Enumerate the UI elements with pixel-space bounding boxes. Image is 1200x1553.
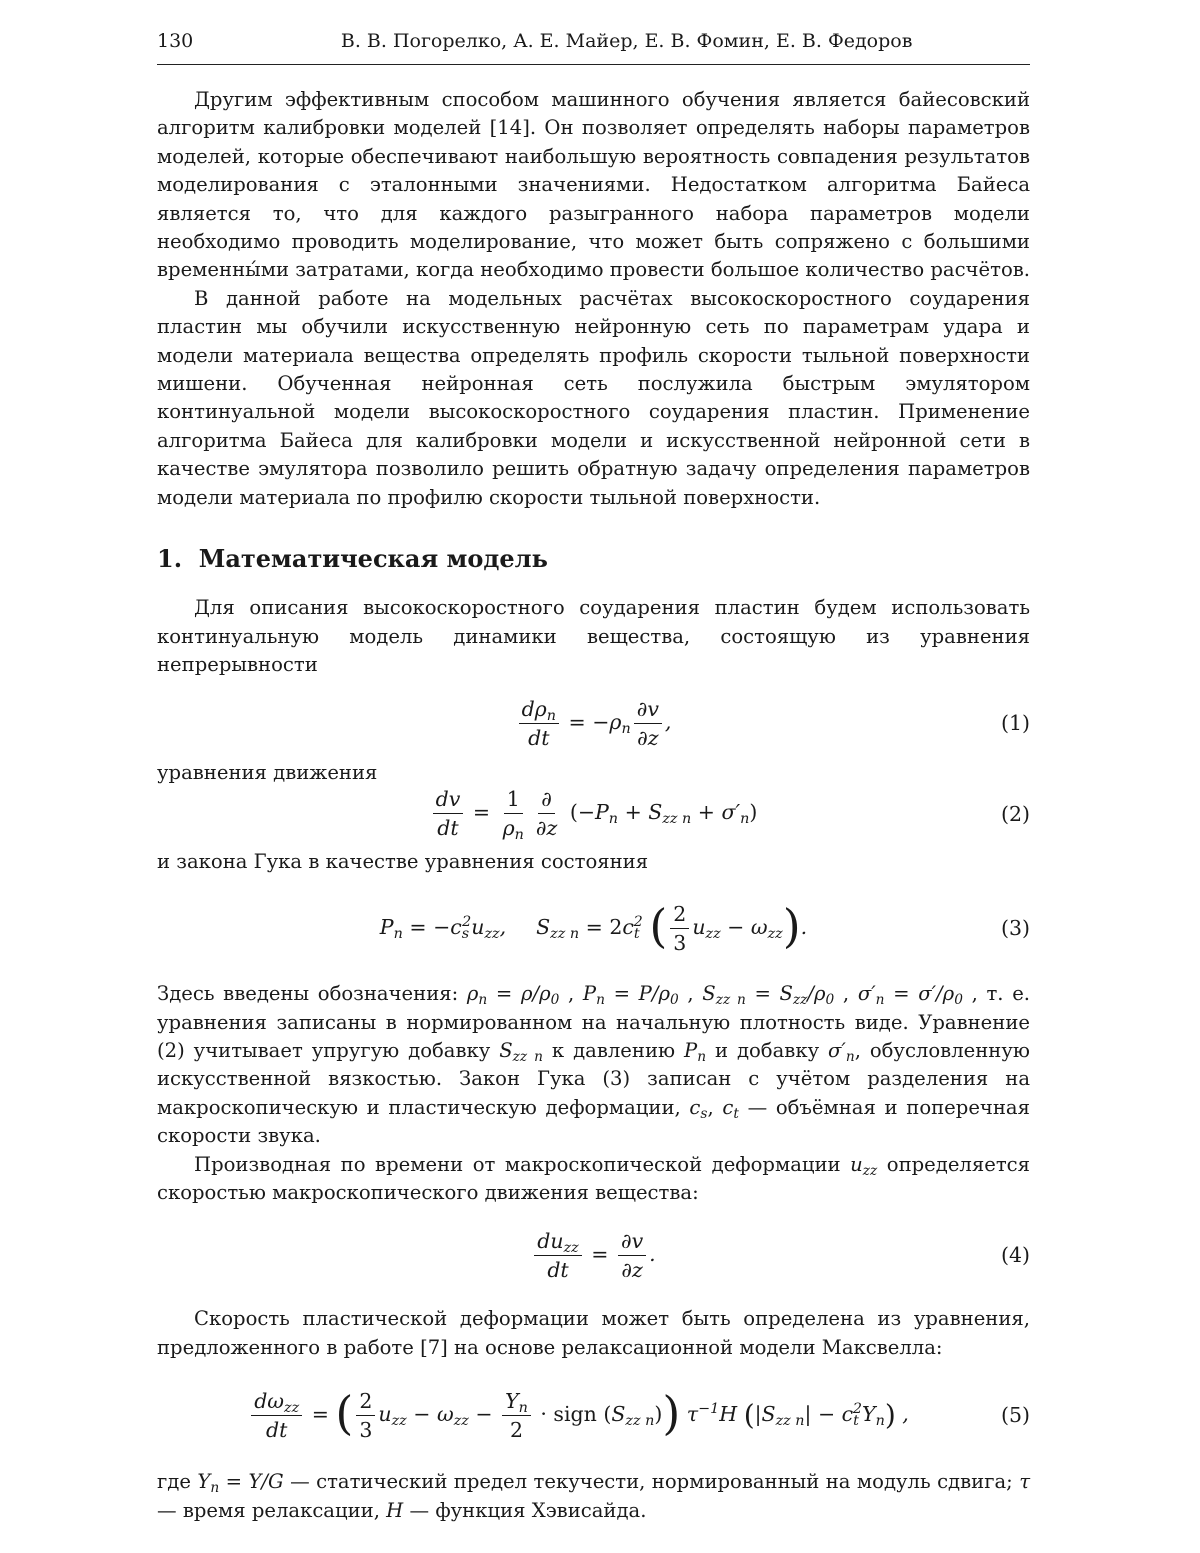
equation-1-number: (1) [1000,711,1030,736]
equation-2-number: (2) [1000,801,1030,826]
equation-2 [157,782,1030,846]
header-authors: В. В. Погорелко, А. Е. Майер, Е. В. Фомин, Е. В. Федоров [340,30,913,52]
equation-1 [157,687,1030,759]
paragraph-model-intro: Для описания высокоскоростного соударения пластин будем использовать континуальную модель динамики вещества, состоящую из уравнения непрерывности [157,596,1030,676]
equation-4-body: $\frac{du_{zz}}{dt}$ = $\frac{\partial v}{\partial z}$ . [531,1227,655,1284]
notation-and-addition: и добавку [714,1038,820,1062]
equation-2-body: $\frac{dv}{dt}$ = $\frac{1}{\rho_n}$ $\frac{\partial}{\partial z}$ $(-P_n + S_{zz n} + \sigma'_n)$ [430,785,758,842]
notation-viscosity: , обусловленную искусственной вязкостью. Закон Гука (3) записан с учётом разделения на макроскопическую и пластическую деформации, [157,1038,1030,1119]
notation-intro: Здесь введены обозначения: [157,982,459,1006]
equation-3-body: $P_n = -c_s^2u_{zz}$, $S_{zz n} = 2c_t^2$ ( $\frac{2}{3}$ $u_{zz} - \omega_{zz}$). [379,899,808,955]
paragraph-bayes: Другим эффективным способом машинного обучения является байесовский алгоритм калибровки моделей [14]. Он позволяет определять наборы параметров моделей, которые обеспечивают наибольшую вероятность совпадения результатов моделирования с эталонными значениями. Недостатком алгоритма Байеса является то, что для каждого разыгранного набора параметров модели необходимо проводить моделирование, что может быть сопряжено с большими временны́ми затратами, когда необходимо провести большое количество расчётов. [157,88,1031,282]
equation-4-number: (4) [1000,1243,1030,1268]
equation-3-number: (3) [1000,916,1030,941]
paragraph-this-work: В данной работе на модельных расчётах высокоскоростного соударения пластин мы обучили искусственную нейронную сеть по параметрам удара и модели материала вещества определять профиль скорости тыльной поверхности мишени. Обученная нейронная сеть послужила быстрым эмулятором континуальной модели высокоскоростного соударения пластин. Применение алгоритма Байеса для калибровки модели и искусственной нейронной сети в качестве эмулятора позволило решить обратную задачу определения параметров модели материала по профилю скорости тыльной поверхности. [157,286,1030,509]
paragraph-plastic-strain: Скорость пластической деформации может быть определена из уравнения, предложенного в работе [7] на основе релаксационной модели Максвелла: [157,1307,1030,1359]
running-header [157,30,1030,65]
notation-sound-speeds: — объёмная и поперечная скорости звука. [157,1095,1030,1148]
notation-normalized: т. е. уравнения записаны в нормированном на начальную плотность виде. Уравнение (2) учитывает упругую добавку [157,982,1031,1062]
equation-4 [157,1219,1030,1291]
section-number: 1. [157,544,183,574]
page-number: 130 [157,30,194,52]
section-title: Математическая модель [198,544,548,574]
paragraph-where: где $Y_n = Y/G$ — статический предел текучести, нормированный на модуль сдвига; τ — время релаксации, H — функция Хэвисайда. [157,1470,1031,1522]
page [157,30,1030,1525]
section-heading [157,544,1030,574]
equation-1-body: $\frac{d\rho_n}{dt}$ = $-\rho_n$ $\frac{\partial v}{\partial z}$ , [516,695,672,752]
equation-5-body: $\frac{d\omega_{zz}}{dt}$ = ( $\frac{2}{3}$ $u_{zz} - \omega_{zz}$ − $\frac{Y_n}{2}$ · sign $(S_{zz n})$) $\tau^{-1}H$ $(|S_{zz n}| - c_t^2Y_n)$ , [248,1387,909,1444]
paragraph-notation: Здесь введены обозначения: $\rho_n = \rho/\rho_0$ , $P_n = P/\rho_0$ , $S_{zz n} = S_{zz}/\rho_0$ , $\sigma'_n = \sigma'/\rho_0$ , т. е. уравнения записаны в нормированном на начальную плотность виде. Уравнение (2) учитывает упругую добавку $S_{zz n}$ к давлению $P_n$ и добавку $\sigma'_n$, обусловленную искусственной вязкостью. Закон Гука (3) записан с учётом разделения на макроскопическую и пластическую деформации, $c_s$, $c_t$ — объёмная и поперечная скорости звука. [157,982,1031,1148]
text-motion-equation: уравнения движения [157,761,378,785]
equation-5 [157,1372,1030,1458]
equation-5-number: (5) [1000,1403,1030,1428]
paragraph-strain-derivative: Производная по времени от макроскопической деформации $u_{zz}$ определяется скоростью макроскопического движения вещества: [157,1152,1031,1204]
notation-to-pressure: к давлению [551,1038,676,1062]
text-hooke-law: и закона Гука в качестве уравнения состояния [157,849,649,873]
equation-3 [157,886,1030,970]
